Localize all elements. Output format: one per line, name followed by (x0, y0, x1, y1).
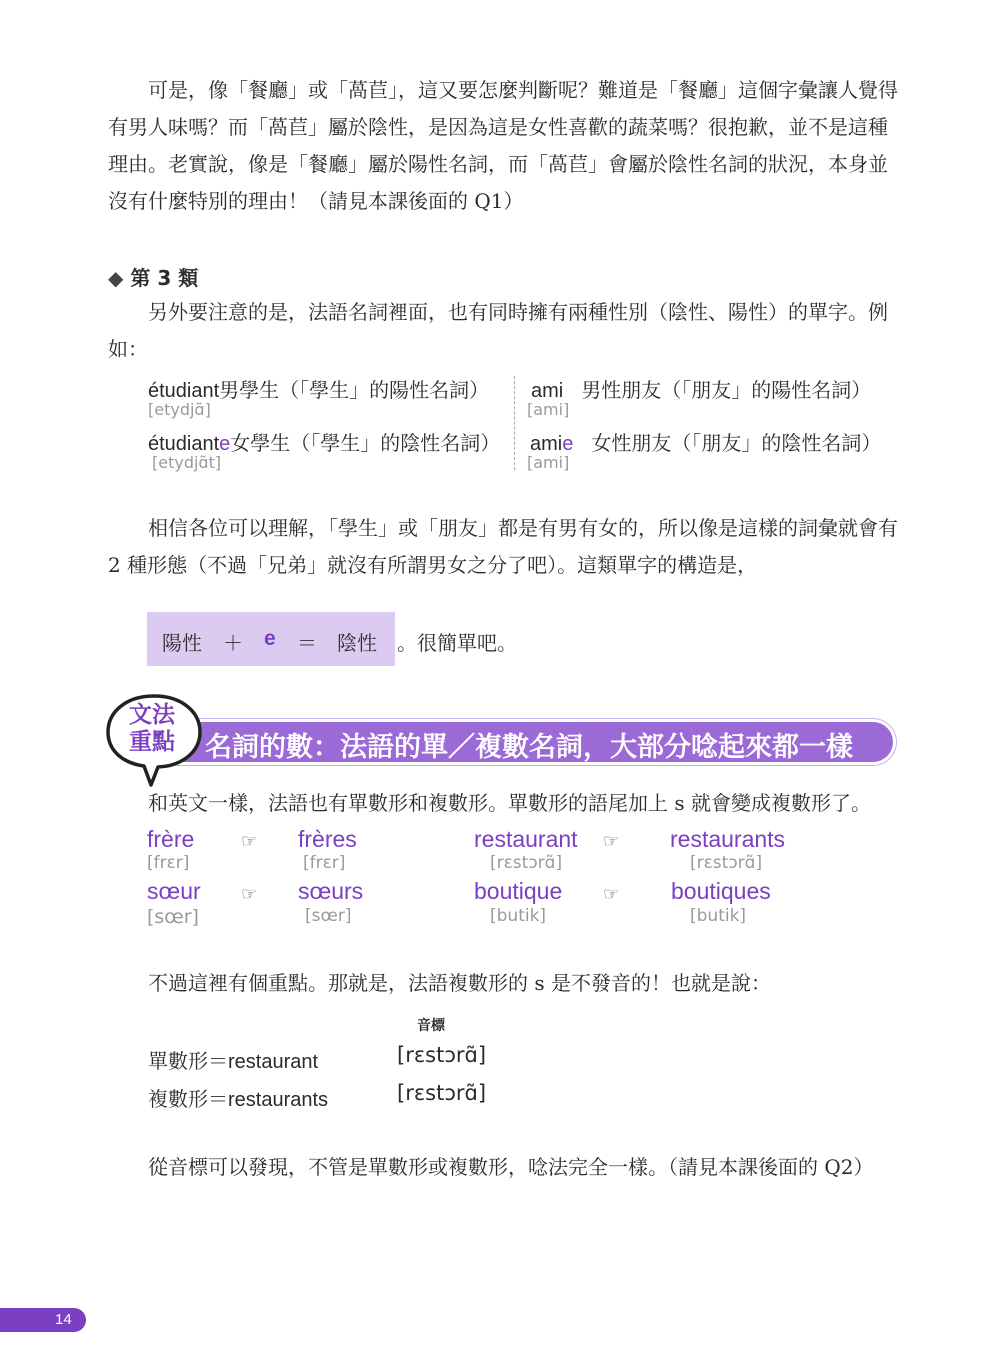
page-number-tab (0, 1308, 86, 1332)
ipa-restaurants: [rɛstɔrɑ̃] (690, 853, 763, 873)
ipa-etudiant: [etydjɑ̃] (148, 400, 211, 419)
phonetic-row-singular: 單數形＝restaurant (148, 1049, 319, 1073)
phonetic-row-plural: 複數形＝restaurants (148, 1087, 329, 1111)
paragraph-dual-gender: 另外要注意的是，法語名詞裡面，也有同時擁有兩種性別（陰性、陽性）的單字。例如： (108, 300, 888, 361)
page-number: 14 (55, 1311, 72, 1328)
pointing-hand-icon: ☞ (603, 884, 620, 905)
phonetic-ipa-singular: [rɛstɔrɑ̃] (397, 1043, 487, 1067)
pointing-hand-icon: ☞ (241, 884, 258, 905)
ipa-restaurant: [rɛstɔrɑ̃] (490, 853, 563, 873)
ipa-amie: [ami] (527, 453, 570, 472)
word-restaurant: restaurant (474, 826, 578, 852)
word-restaurants: restaurants (670, 826, 786, 852)
paragraph-gender-reasoning: 可是，像「餐廳」或「萵苣」，這又要怎麼判斷呢？難道是「餐廳」這個字彙讓人覺得有男人味嗎？而「萵苣」屬於陰性，是因為這是女性喜歡的蔬菜嗎？很抱歉，並不是這種理由。老實說，像是「餐廳」屬於陽性名詞，而「萵苣」會屬於陰性名詞的狀況，本身並沒有什麼特別的理由！（請見本課後面的 Q1） (108, 78, 898, 213)
ipa-freres: [frɛr] (303, 853, 346, 873)
pointing-hand-icon: ☞ (603, 831, 620, 852)
column-divider (514, 376, 515, 470)
example-etudiant: étudiant男學生（「學生」的陽性名詞） (148, 378, 490, 402)
phonetic-header: 音標 (417, 1018, 445, 1034)
paragraph-two-forms: 相信各位可以理解，「學生」或「朋友」都是有男有女的，所以像是這樣的詞彙就會有 2 種形態（不過「兄弟」就沒有所謂男女之分了吧）。這類單字的構造是， (108, 516, 898, 577)
word-boutiques: boutiques (671, 878, 771, 904)
ipa-boutiques: [butik] (690, 906, 747, 926)
phonetic-ipa-plural: [rɛstɔrɑ̃] (397, 1081, 487, 1105)
pointing-hand-icon: ☞ (241, 831, 258, 852)
word-frere: frère (147, 826, 195, 852)
formula-box: 陽性 ＋ e ＝ 陰性 (147, 612, 395, 666)
word-boutique: boutique (474, 878, 563, 904)
paragraph-silent-s: 不過這裡有個重點。那就是，法語複數形的 s 是不發音的！也就是說： (148, 971, 771, 995)
ipa-etudiante: [etydjɑ̃t] (152, 453, 222, 472)
section-title: 名詞的數：法語的單／複數名詞，大部分唸起來都一樣 (205, 732, 853, 763)
ipa-boutique: [butik] (490, 906, 547, 926)
word-freres: frères (298, 826, 357, 852)
diamond-icon: ◆ (108, 266, 124, 290)
word-soeur: sœur (147, 878, 201, 904)
example-amie: amie 女性朋友（「朋友」的陰性名詞） (530, 431, 882, 455)
ipa-frere: [frɛr] (147, 853, 190, 873)
paragraph-plural-intro: 和英文一樣，法語也有單數形和複數形。單數形的語尾加上 s 就會變成複數形了。 (148, 791, 871, 815)
ipa-soeurs: [sœr] (305, 906, 352, 926)
example-ami: ami 男性朋友（「朋友」的陽性名詞） (531, 378, 872, 402)
example-etudiante: étudiante女學生（「學生」的陰性名詞） (148, 431, 501, 455)
paragraph-same-pronunciation: 從音標可以發現，不管是單數形或複數形，唸法完全一樣。（請見本課後面的 Q2） (148, 1155, 874, 1179)
formula-suffix: 。很簡單吧。 (397, 631, 517, 655)
ipa-ami: [ami] (527, 400, 570, 419)
grammar-badge-text: 文法 重點 (129, 702, 175, 755)
word-soeurs: sœurs (298, 878, 364, 904)
section-banner (175, 722, 893, 762)
category-heading: ◆ 第 3 類 (108, 266, 199, 290)
ipa-soeur: [sœr] (147, 906, 199, 928)
